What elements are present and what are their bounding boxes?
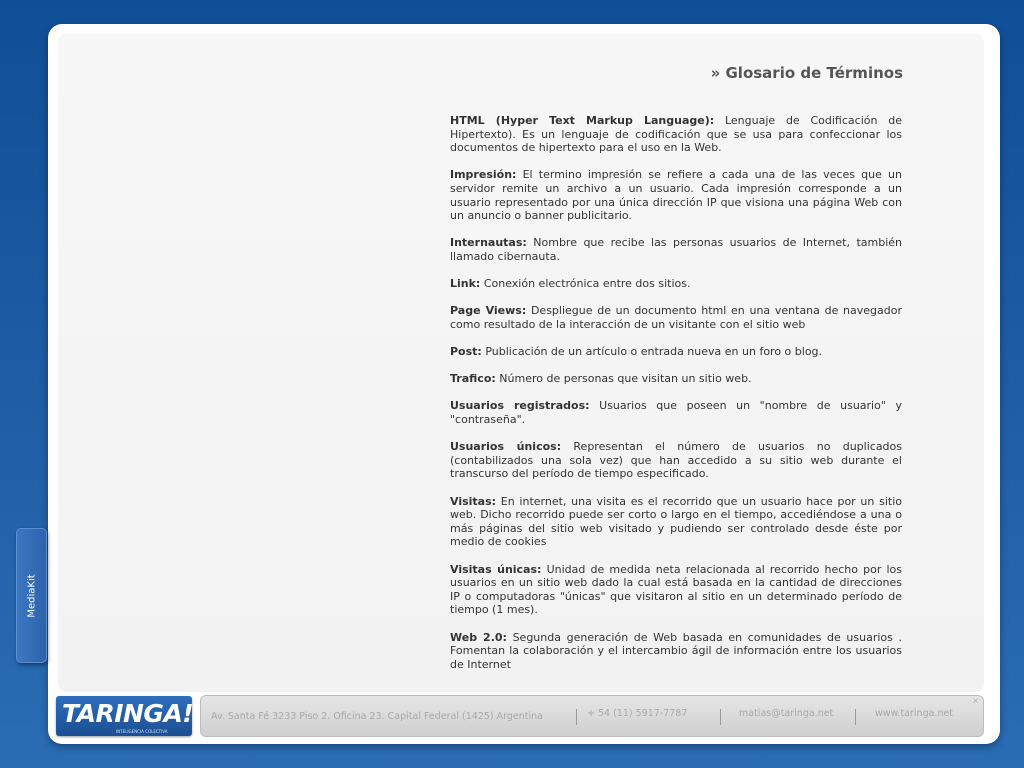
page-title: » Glosario de Términos — [710, 64, 903, 82]
footer-separator — [855, 709, 856, 725]
logo-tagline: INTELIGENCIA COLECTIVA — [116, 729, 168, 734]
glossary-term: Internautas: — [450, 236, 527, 250]
footer-phone: + 54 (11) 5917-7787 — [587, 708, 688, 719]
glossary-term: Impresión: — [450, 168, 517, 182]
logo-text: TARINGA! — [62, 699, 194, 728]
glossary-entry — [450, 399, 902, 426]
glossary-definition: Segunda generación de Web basada en comunidades de usuarios . Fomentan la colaboración y el intercambio ágil de información entre los usuarios de Internet — [450, 630, 903, 671]
glossary-entry — [450, 277, 902, 291]
glossary-term: Page Views: — [450, 304, 527, 318]
glossary-term: Visitas únicas: — [450, 562, 542, 576]
glossary-entry — [450, 345, 902, 359]
glossary-definition: En internet, una visita es el recorrido que un usuario hace por un sitio web. Dicho recorrido puede ser corto o largo en el tiempo, accediéndose a una o más páginas del sitio web visitado y pudiendo ser controlado desde éste por medio de cookies — [450, 494, 902, 549]
glossary-definition: Publicación de un artículo o entrada nueva en un foro o blog. — [485, 345, 823, 359]
glossary-term: Usuarios registrados: — [450, 399, 590, 413]
glossary-list — [450, 114, 902, 685]
footer-separator — [576, 709, 577, 725]
glossary-definition: Lenguaje de Codificación de Hipertexto). Es un lenguaje de codificación que se usa para confeccionar los documentos de hipertexto para el uso en la Web. — [450, 114, 902, 155]
glossary-definition: Unidad de medida neta relacionada al recorrido hecho por los usuarios en un sitio web dado la cual está basada en la cantidad de direcciones IP o computadoras "únicas" que visitaron al sitio en un determinado período de tiempo (1 mes). — [450, 562, 902, 617]
close-icon: × — [972, 696, 979, 705]
glossary-term: Trafico: — [450, 372, 496, 386]
slide-panel — [48, 24, 1000, 744]
glossary-definition: Representan el número de usuarios no duplicados (contabilizados una sola vez) que han accedido a su sitio web durante el transcurso del período de tiempo especificado. — [450, 440, 902, 481]
mediakit-tab-label: MediaKit — [26, 573, 37, 618]
mediakit-tab[interactable] — [16, 528, 47, 663]
glossary-definition: Usuarios que poseen un "nombre de usuario" y "contraseña". — [450, 399, 902, 427]
glossary-definition: El termino impresión se refiere a cada una de las veces que un servidor remite un archivo a un usuario. Cada impresión corresponde a un usuario representado por una única dirección IP que visiona una página Web con un anuncio o banner publicitario. — [450, 168, 902, 223]
glossary-entry — [450, 304, 902, 331]
footer-bar — [200, 695, 984, 737]
footer-address: Av. Santa Fé 3233 Piso 2. Oficina 23. Capital Federal (1425) Argentina — [211, 711, 543, 722]
glossary-term: Link: — [450, 277, 481, 291]
glossary-term: Post: — [450, 345, 482, 359]
glossary-term: HTML (Hyper Text Markup Language): — [450, 114, 715, 127]
glossary-definition: Despliegue de un documento html en una ventana de navegador como resultado de la interacción de un visitante con el sitio web — [450, 304, 903, 331]
taringa-logo — [56, 696, 192, 736]
glossary-term: Visitas: — [450, 494, 497, 508]
glossary-entry — [450, 495, 902, 549]
glossary-entry — [450, 236, 902, 263]
glossary-entry — [450, 114, 902, 155]
glossary-term: Usuarios únicos: — [450, 440, 562, 454]
glossary-term: Web 2.0: — [450, 630, 507, 644]
glossary-entry — [450, 563, 902, 617]
glossary-entry — [450, 372, 902, 386]
glossary-entry — [450, 631, 902, 672]
glossary-entry — [450, 168, 902, 222]
glossary-definition: Conexión electrónica entre dos sitios. — [483, 277, 691, 291]
glossary-definition: Nombre que recibe las personas usuarios de Internet, también llamado cibernauta. — [450, 236, 903, 263]
glossary-definition: Número de personas que visitan un sitio web. — [499, 372, 752, 386]
footer-email[interactable]: matias@taringa.net — [739, 708, 834, 719]
footer-website[interactable]: www.taringa.net — [875, 708, 954, 719]
glossary-entry — [450, 440, 902, 481]
footer-separator — [720, 709, 721, 725]
